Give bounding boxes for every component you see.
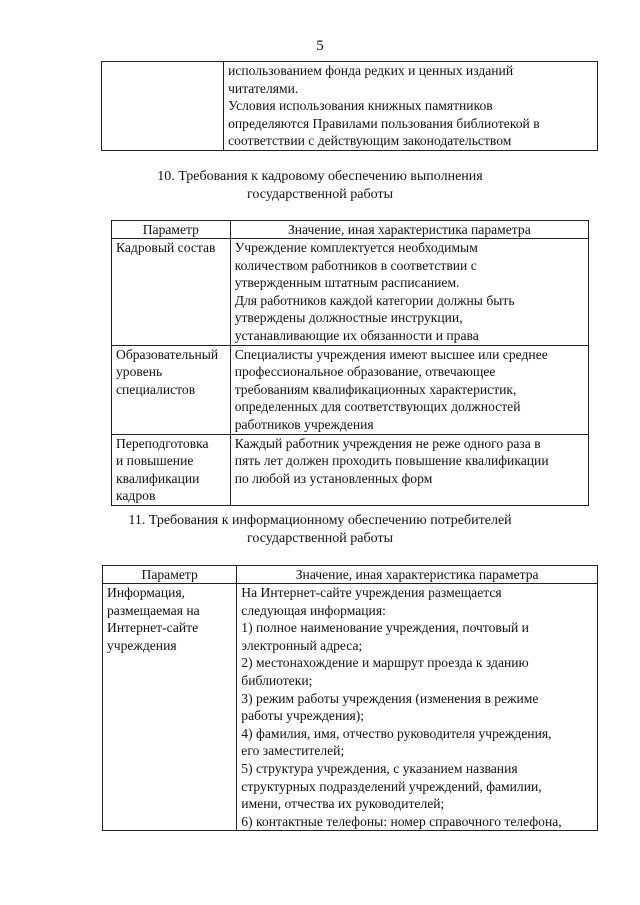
value-line: определяются Правилами пользования библиотекой в [228, 115, 540, 131]
value-line: работы учреждения); [241, 708, 365, 724]
column-header-value: Значение, иная характеристика параметра [230, 221, 588, 239]
value-line: электронный адреса; [241, 637, 363, 653]
value-line: количеством работников в соответствии с [234, 257, 477, 273]
param-cell [102, 62, 224, 151]
param-cell [112, 345, 231, 434]
param-cell [103, 584, 237, 831]
value-line: устанавливающие их обязанности и права [234, 327, 479, 343]
value-cell [230, 345, 588, 434]
heading-line: 11. Требования к информационному обеспечению потребителей [128, 513, 512, 528]
param-line: Интернет-сайте [107, 620, 199, 636]
value-line: 6) контактные телефоны: номер справочного телефона, [241, 813, 562, 829]
value-line: требованиям квалификационных характеристик, [234, 381, 517, 397]
value-line: библиотеки; [241, 672, 313, 688]
param-line: Кадровый состав [116, 240, 216, 255]
param-line: Информация, [107, 585, 186, 600]
section-10-heading [0, 168, 640, 204]
value-line: Специалисты учреждения имеют высшее или среднее [234, 346, 548, 362]
value-line: соответствии с действующим законодательством [228, 133, 512, 149]
value-line: 3) режим работы учреждения (изменения в режиме [241, 690, 539, 706]
value-cell [230, 434, 588, 505]
value-line: пять лет должен проходить повышение квалификации [234, 453, 549, 469]
value-line: определенных для соответствующих должностей [234, 399, 521, 415]
value-line: его заместителей; [241, 743, 345, 759]
information-requirements-table [102, 565, 598, 831]
value-line: 2) местонахождение и маршрут проезда к зданию [241, 655, 529, 671]
value-line: На Интернет-сайте учреждения размещается [241, 585, 502, 600]
param-line: квалификации [116, 470, 200, 486]
column-header-parameter: Параметр [112, 221, 231, 239]
value-cell [237, 584, 598, 831]
value-line: работников учреждения [234, 416, 374, 432]
value-line: утверждены должностные инструкции, [234, 310, 463, 326]
table-header-row [103, 566, 598, 584]
page-number: 5 [316, 38, 324, 54]
param-line: учреждения [107, 637, 177, 653]
param-line: специалистов [116, 381, 196, 397]
value-line: имени, отчества их руководителей; [241, 796, 445, 812]
param-line: и повышение [116, 453, 194, 469]
table-header-row [112, 221, 589, 239]
table-row [102, 62, 598, 151]
value-line: использованием фонда редких и ценных изданий [228, 63, 514, 78]
heading-line: государственной работы [247, 531, 393, 546]
value-line: 5) структура учреждения, с указанием названия [241, 760, 518, 776]
heading-line: государственной работы [247, 187, 393, 202]
value-line: утвержденным штатным расписанием. [234, 275, 460, 291]
value-line: 1) полное наименование учреждения, почтовый и [241, 620, 529, 636]
value-cell [230, 239, 588, 346]
staffing-requirements-table [111, 220, 589, 506]
continuation-table [101, 61, 598, 151]
param-cell [112, 239, 231, 346]
param-cell [112, 434, 231, 505]
table-row [112, 239, 589, 346]
param-line: Переподготовка [116, 435, 209, 451]
value-line: Учреждение комплектуется необходимым [234, 240, 478, 255]
value-line: профессиональное образование, отвечающее [234, 364, 496, 380]
table-row [112, 345, 589, 434]
value-line: по любой из установленных форм [234, 470, 433, 486]
value-line: Условия использования книжных памятников [228, 98, 493, 114]
param-line: Образовательный [116, 346, 219, 362]
table-row [103, 584, 598, 831]
value-cell [224, 62, 598, 151]
column-header-parameter: Параметр [103, 566, 237, 584]
param-line: кадров [116, 488, 156, 504]
value-line: следующая информация: [241, 602, 386, 618]
param-line: размещаемая на [107, 602, 200, 618]
value-line: Для работников каждой категории должны быть [234, 292, 515, 308]
param-line: уровень [116, 364, 163, 380]
value-line: структурных подразделений учреждений, фамилии, [241, 778, 542, 794]
column-header-value: Значение, иная характеристика параметра [237, 566, 598, 584]
heading-line: 10. Требования к кадровому обеспечению выполнения [157, 169, 483, 184]
value-line: Каждый работник учреждения не реже одного раза в [234, 435, 541, 451]
section-11-heading [0, 512, 640, 548]
value-line: 4) фамилия, имя, отчество руководителя учреждения, [241, 725, 552, 741]
table-row [112, 434, 589, 505]
value-line: читателями. [228, 80, 299, 96]
